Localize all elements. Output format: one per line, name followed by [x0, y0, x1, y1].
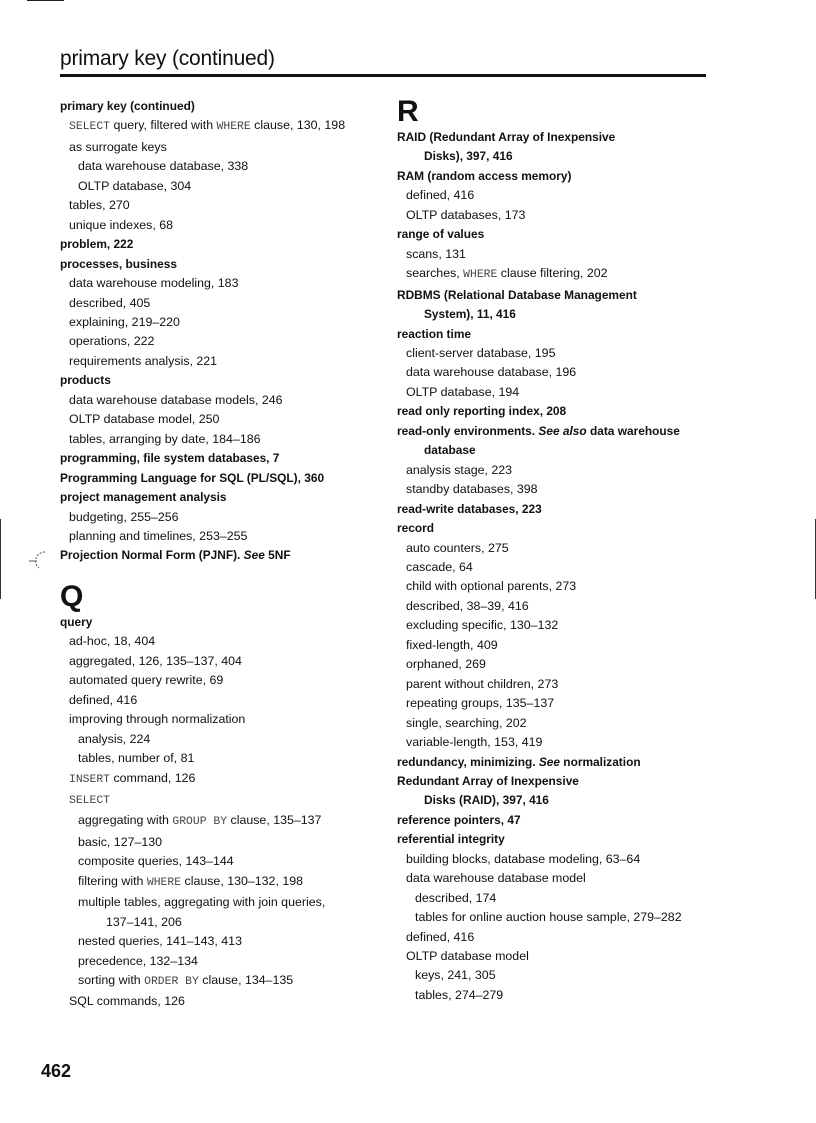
index-entry: RAID (Redundant Array of Inexpensive	[397, 130, 616, 144]
index-entry: project management analysis	[60, 490, 227, 505]
index-entry: Redundant Array of Inexpensive	[397, 773, 579, 788]
running-head: primary key (continued)	[60, 47, 275, 70]
index-entry: defined, 416	[406, 188, 475, 203]
index-entry: data warehouse modeling, 183	[69, 276, 239, 291]
top-edge-rule	[27, 0, 64, 1]
section-letter-q: Q	[60, 579, 84, 613]
index-entry: excluding specific, 130–132	[406, 618, 559, 633]
code-term: GROUP BY	[172, 816, 228, 829]
index-entry: products	[60, 373, 111, 388]
see-reference: See	[243, 548, 265, 563]
index-entry: improving through normalization	[69, 712, 246, 727]
index-entry: cascade, 64	[406, 559, 473, 574]
code-term: ORDER BY	[144, 976, 199, 989]
index-entry: ad-hoc, 18, 404	[69, 634, 156, 649]
index-column-left	[60, 97, 380, 1012]
index-entry: searches, WHERE clause filtering, 202	[406, 266, 608, 282]
index-entry-continuation: database	[424, 443, 476, 458]
index-entry: analysis stage, 223	[406, 462, 513, 477]
index-entry: described, 38–39, 416	[406, 598, 529, 613]
index-entry: composite queries, 143–144	[78, 854, 234, 869]
index-entry: query	[60, 614, 93, 629]
index-entry: referential integrity	[397, 832, 505, 847]
index-entry: unique indexes, 68	[69, 217, 174, 232]
index-entry: standby databases, 398	[406, 482, 538, 497]
index-entry: nested queries, 141–143, 413	[78, 934, 242, 949]
index-entry: variable-length, 153, 419	[406, 735, 543, 750]
index-entry: analysis, 224	[78, 731, 151, 746]
section-letter-r: R	[397, 95, 419, 128]
index-entry: tables, 270	[69, 198, 130, 213]
left-edge-mark	[0, 519, 1, 599]
index-entry: single, searching, 202	[406, 715, 527, 730]
index-entry: described, 174	[415, 890, 497, 905]
index-entry: orphaned, 269	[406, 657, 486, 672]
index-entry: keys, 241, 305	[415, 968, 496, 983]
index-entry: precedence, 132–134	[78, 953, 198, 968]
index-entry: multiple tables, aggregating with join queries,	[78, 895, 326, 910]
index-entry: data warehouse database models, 246	[69, 392, 283, 407]
index-entry: defined, 416	[69, 692, 138, 707]
index-entry: Programming Language for SQL (PL/SQL), 360	[60, 470, 325, 485]
index-entry: data warehouse database, 338	[78, 159, 249, 174]
index-entry-continuation: 137–141, 206	[106, 914, 182, 929]
index-entry: tables for online auction house sample, 279–282	[415, 910, 682, 925]
index-entry: OLTP database, 194	[406, 384, 520, 399]
index-entry: Projection Normal Form (PJNF). See 5NF	[60, 548, 291, 563]
index-entry: scans, 131	[406, 246, 466, 261]
index-entry: budgeting, 255–256	[69, 509, 179, 524]
index-entry: primary key (continued)	[60, 99, 195, 113]
index-entry: processes, business	[60, 256, 177, 271]
code-term: SELECT	[69, 794, 111, 807]
index-entry: client-server database, 195	[406, 345, 556, 360]
index-entry: operations, 222	[69, 334, 155, 349]
index-entry: SELECT query, filtered with WHERE clause, 130, 198	[69, 118, 346, 134]
index-entry: reference pointers, 47	[397, 812, 521, 827]
index-entry: RDBMS (Relational Database Management	[397, 287, 637, 302]
index-entry: data warehouse database, 196	[406, 365, 577, 380]
index-entry: OLTP databases, 173	[406, 207, 526, 222]
see-reference: See	[538, 754, 560, 769]
index-entry: RAM (random access memory)	[397, 168, 572, 183]
code-term: SELECT	[69, 121, 111, 134]
index-entry-continuation: Disks (RAID), 397, 416	[424, 793, 549, 808]
index-entry: building blocks, database modeling, 63–64	[406, 851, 641, 866]
index-entry: parent without children, 273	[406, 676, 559, 691]
index-entry: read only reporting index, 208	[397, 404, 567, 419]
index-entry: data warehouse database model	[406, 871, 586, 886]
index-entry	[60, 790, 380, 811]
code-term: WHERE	[146, 876, 182, 889]
index-entry: INSERT command, 126	[69, 770, 196, 786]
index-entry: requirements analysis, 221	[69, 353, 218, 368]
index-entry: problem, 222	[60, 237, 134, 252]
index-entry: aggregating with GROUP BY clause, 135–137	[78, 813, 322, 829]
index-entry: aggregated, 126, 135–137, 404	[69, 653, 242, 668]
index-column-right	[397, 97, 722, 1005]
index-entry: OLTP database model	[406, 949, 529, 964]
code-term: WHERE	[216, 121, 251, 134]
index-entry: OLTP database, 304	[78, 178, 192, 193]
index-entry: read-write databases, 223	[397, 501, 542, 516]
page-number: 462	[41, 1061, 72, 1081]
see-also-reference: See also	[538, 423, 587, 438]
index-entry-continuation: Disks), 397, 416	[424, 149, 513, 164]
index-entry: defined, 416	[406, 929, 475, 944]
index-entry: SQL commands, 126	[69, 994, 185, 1009]
index-entry: filtering with WHERE clause, 130–132, 198	[78, 873, 304, 889]
index-entry: tables, arranging by date, 184–186	[69, 431, 261, 446]
index-entry: child with optional parents, 273	[406, 579, 577, 594]
registration-mark-icon	[27, 548, 55, 576]
index-entry: programming, file system databases, 7	[60, 451, 280, 466]
index-entry: redundancy, minimizing. See normalization	[397, 754, 641, 769]
index-entry: fixed-length, 409	[406, 637, 498, 652]
index-entry: auto counters, 275	[406, 540, 509, 555]
index-entry: explaining, 219–220	[69, 314, 180, 329]
index-entry: as surrogate keys	[69, 139, 167, 154]
index-entry: sorting with ORDER BY clause, 134–135	[78, 973, 294, 989]
index-entry: reaction time	[397, 326, 472, 341]
index-entry: range of values	[397, 227, 485, 242]
index-entry: planning and timelines, 253–255	[69, 528, 248, 543]
code-term: INSERT	[69, 773, 111, 786]
index-entry: OLTP database model, 250	[69, 412, 220, 427]
index-entry: tables, number of, 81	[78, 751, 195, 766]
index-entry: described, 405	[69, 295, 151, 310]
index-entry: basic, 127–130	[78, 834, 163, 849]
running-head-rule	[60, 74, 706, 77]
index-entry: record	[397, 521, 435, 536]
index-entry-continuation: System), 11, 416	[424, 307, 516, 322]
code-term: WHERE	[463, 269, 498, 282]
index-entry: automated query rewrite, 69	[69, 673, 224, 688]
index-entry: read-only environments. See also data warehouse	[397, 423, 680, 438]
index-entry: repeating groups, 135–137	[406, 696, 555, 711]
index-entry: tables, 274–279	[415, 987, 504, 1002]
